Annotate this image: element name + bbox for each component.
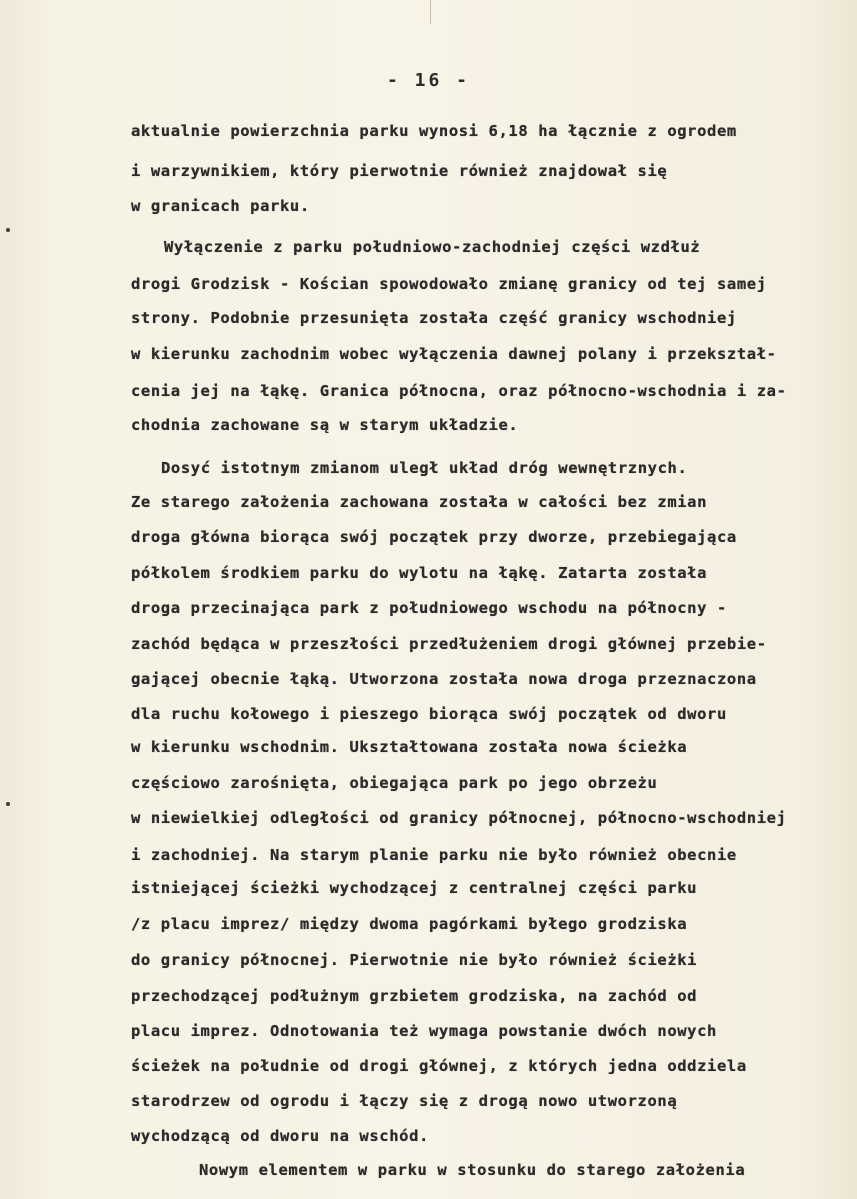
text-line: w granicach parku.: [131, 197, 310, 215]
text-line: i warzywnikiem, który pierwotnie również znajdował się: [131, 162, 668, 180]
text-line: wychodzącą od dworu na wschód.: [131, 1127, 429, 1145]
text-line: częściowo zarośnięta, obiegająca park po jego obrzeżu: [131, 774, 658, 792]
text-line: strony. Podobnie przesunięta została część granicy wschodniej: [131, 309, 737, 327]
text-line: Dosyć istotnym zmianom uległ układ dróg wewnętrznych.: [161, 459, 688, 477]
text-line: w niewielkiej odległości od granicy północnej, północno-wschodniej: [131, 809, 787, 827]
text-line: półkolem środkiem parku do wylotu na łąkę. Zatarta została: [131, 564, 708, 582]
text-line: w kierunku wschodnim. Ukształtowana została nowa ścieżka: [131, 738, 688, 756]
margin-punch-mark: [6, 802, 10, 806]
text-line: przechodzącej podłużnym grzbietem grodziska, na zachód od: [131, 987, 698, 1005]
text-line: chodnia zachowane są w starym układzie.: [131, 416, 519, 434]
text-line: i zachodniej. Na starym planie parku nie było również obecnie: [131, 846, 737, 864]
page-number: - 16 -: [386, 70, 471, 91]
text-line: Nowym elementem w parku w stosunku do starego założenia: [199, 1161, 746, 1179]
text-line: /z placu imprez/ między dwoma pagórkami byłego grodziska: [131, 915, 688, 933]
text-line: drogi Grodzisk - Kościan spowodowało zmianę granicy od tej samej: [131, 275, 767, 293]
text-line: gającej obecnie łąką. Utworzona została nowa droga przeznaczona: [131, 670, 757, 688]
text-line: dla ruchu kołowego i pieszego biorąca swój początek od dworu: [131, 705, 727, 723]
text-line: placu imprez. Odnotowania też wymaga powstanie dwóch nowych: [131, 1022, 717, 1040]
text-line: Ze starego założenia zachowana została w całości bez zmian: [131, 493, 708, 511]
text-line: droga główna biorąca swój początek przy dworze, przebiegająca: [131, 528, 737, 546]
text-line: droga przecinająca park z południowego wschodu na północny -: [131, 599, 727, 617]
text-line: Wyłączenie z parku południowo-zachodniej części wzdłuż: [164, 238, 701, 256]
text-line: starodrzew od ogrodu i łączy się z drogą nowo utworzoną: [131, 1092, 678, 1110]
text-line: w kierunku zachodnim wobec wyłączenia dawnej polany i przekształ-: [131, 345, 777, 363]
margin-punch-mark: [6, 228, 10, 232]
text-line: istniejącej ścieżki wychodzącej z centralnej części parku: [131, 879, 698, 897]
text-line: cenia jej na łąkę. Granica północna, oraz północno-wschodnia i za-: [131, 382, 787, 400]
text-line: ścieżek na południe od drogi głównej, z których jedna oddziela: [131, 1057, 747, 1075]
paper-fold-mark: [430, 0, 431, 24]
text-line: aktualnie powierzchnia parku wynosi 6,18 ha łącznie z ogrodem: [131, 122, 737, 140]
text-line: do granicy północnej. Pierwotnie nie było również ścieżki: [131, 951, 698, 969]
text-line: zachód będąca w przeszłości przedłużeniem drogi głównej przebie-: [131, 635, 767, 653]
